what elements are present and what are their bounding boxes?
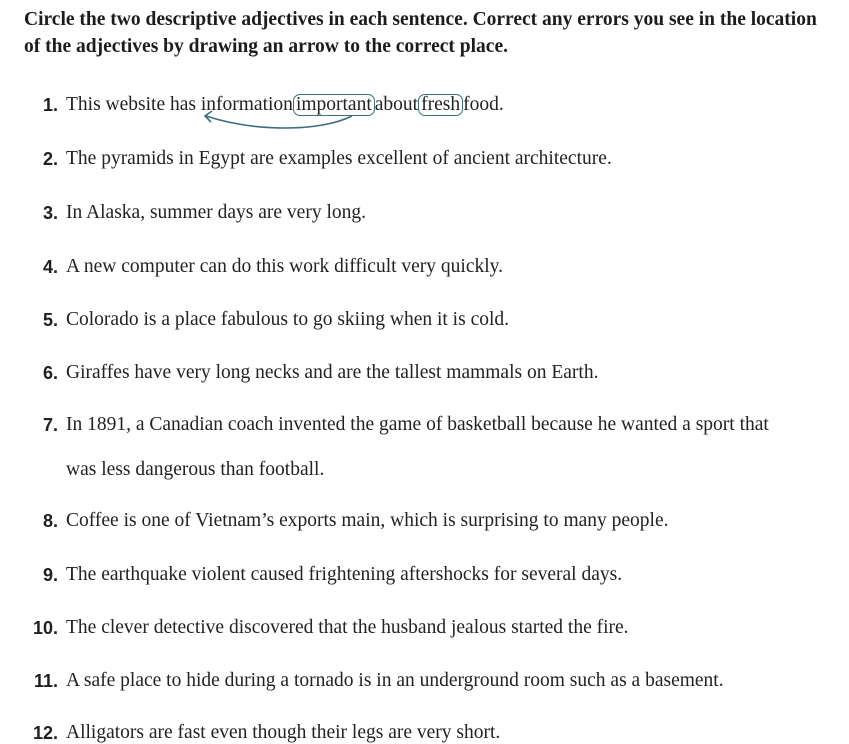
item-number: 3. [42,203,58,223]
word-information: information [200,94,293,115]
item-text: In 1891, a Canadian coach invented the game of basketball because he wanted a sport that [66,414,769,435]
item-text: Colorado is a place fabulous to go skiing when it is cold. [66,309,510,330]
instructions: Circle the two descriptive adjectives in each sentence. Correct any errors you see in the location of the adjectives by drawing an arrow to the correct place. [24,9,817,57]
circled-adjective-fresh: fresh [418,94,463,116]
item-text: The earthquake violent caused frightening aftershocks for several days. [66,564,623,585]
item-text: The clever detective discovered that the husband jealous started the fire. [66,617,629,638]
item-text: Alligators are fast even though their legs are very short. [66,722,501,743]
item-number: 1. [42,95,58,115]
item-number: 11. [33,671,58,691]
item-text-continued: was less dangerous than football. [66,459,325,480]
word-about: about [374,94,419,115]
item-text: Giraffes have very long necks and are the tallest mammals on Earth. [66,362,599,383]
item-number: 10. [32,618,58,638]
item-text: A new computer can do this work difficult very quickly. [66,256,504,277]
item-number: 9. [42,565,58,585]
item-number: 6. [42,363,58,383]
item-text: A safe place to hide during a tornado is in an underground room such as a basement. [66,670,724,691]
circled-adjective-important: important [293,94,375,116]
item-number: 2. [42,149,58,169]
word-food: food. [463,94,504,115]
item-text: The pyramids in Egypt are examples excellent of ancient architecture. [66,148,612,169]
item-text: In Alaska, summer days are very long. [66,202,367,223]
item-text: Coffee is one of Vietnam’s exports main, which is surprising to many people. [66,510,669,531]
item-text [66,94,504,116]
item-number: 8. [42,511,58,531]
item-number: 12. [32,723,58,743]
item-number: 7. [42,415,58,435]
item-number: 4. [42,257,58,277]
item-number: 5. [42,310,58,330]
text-before: This website has [66,94,201,115]
